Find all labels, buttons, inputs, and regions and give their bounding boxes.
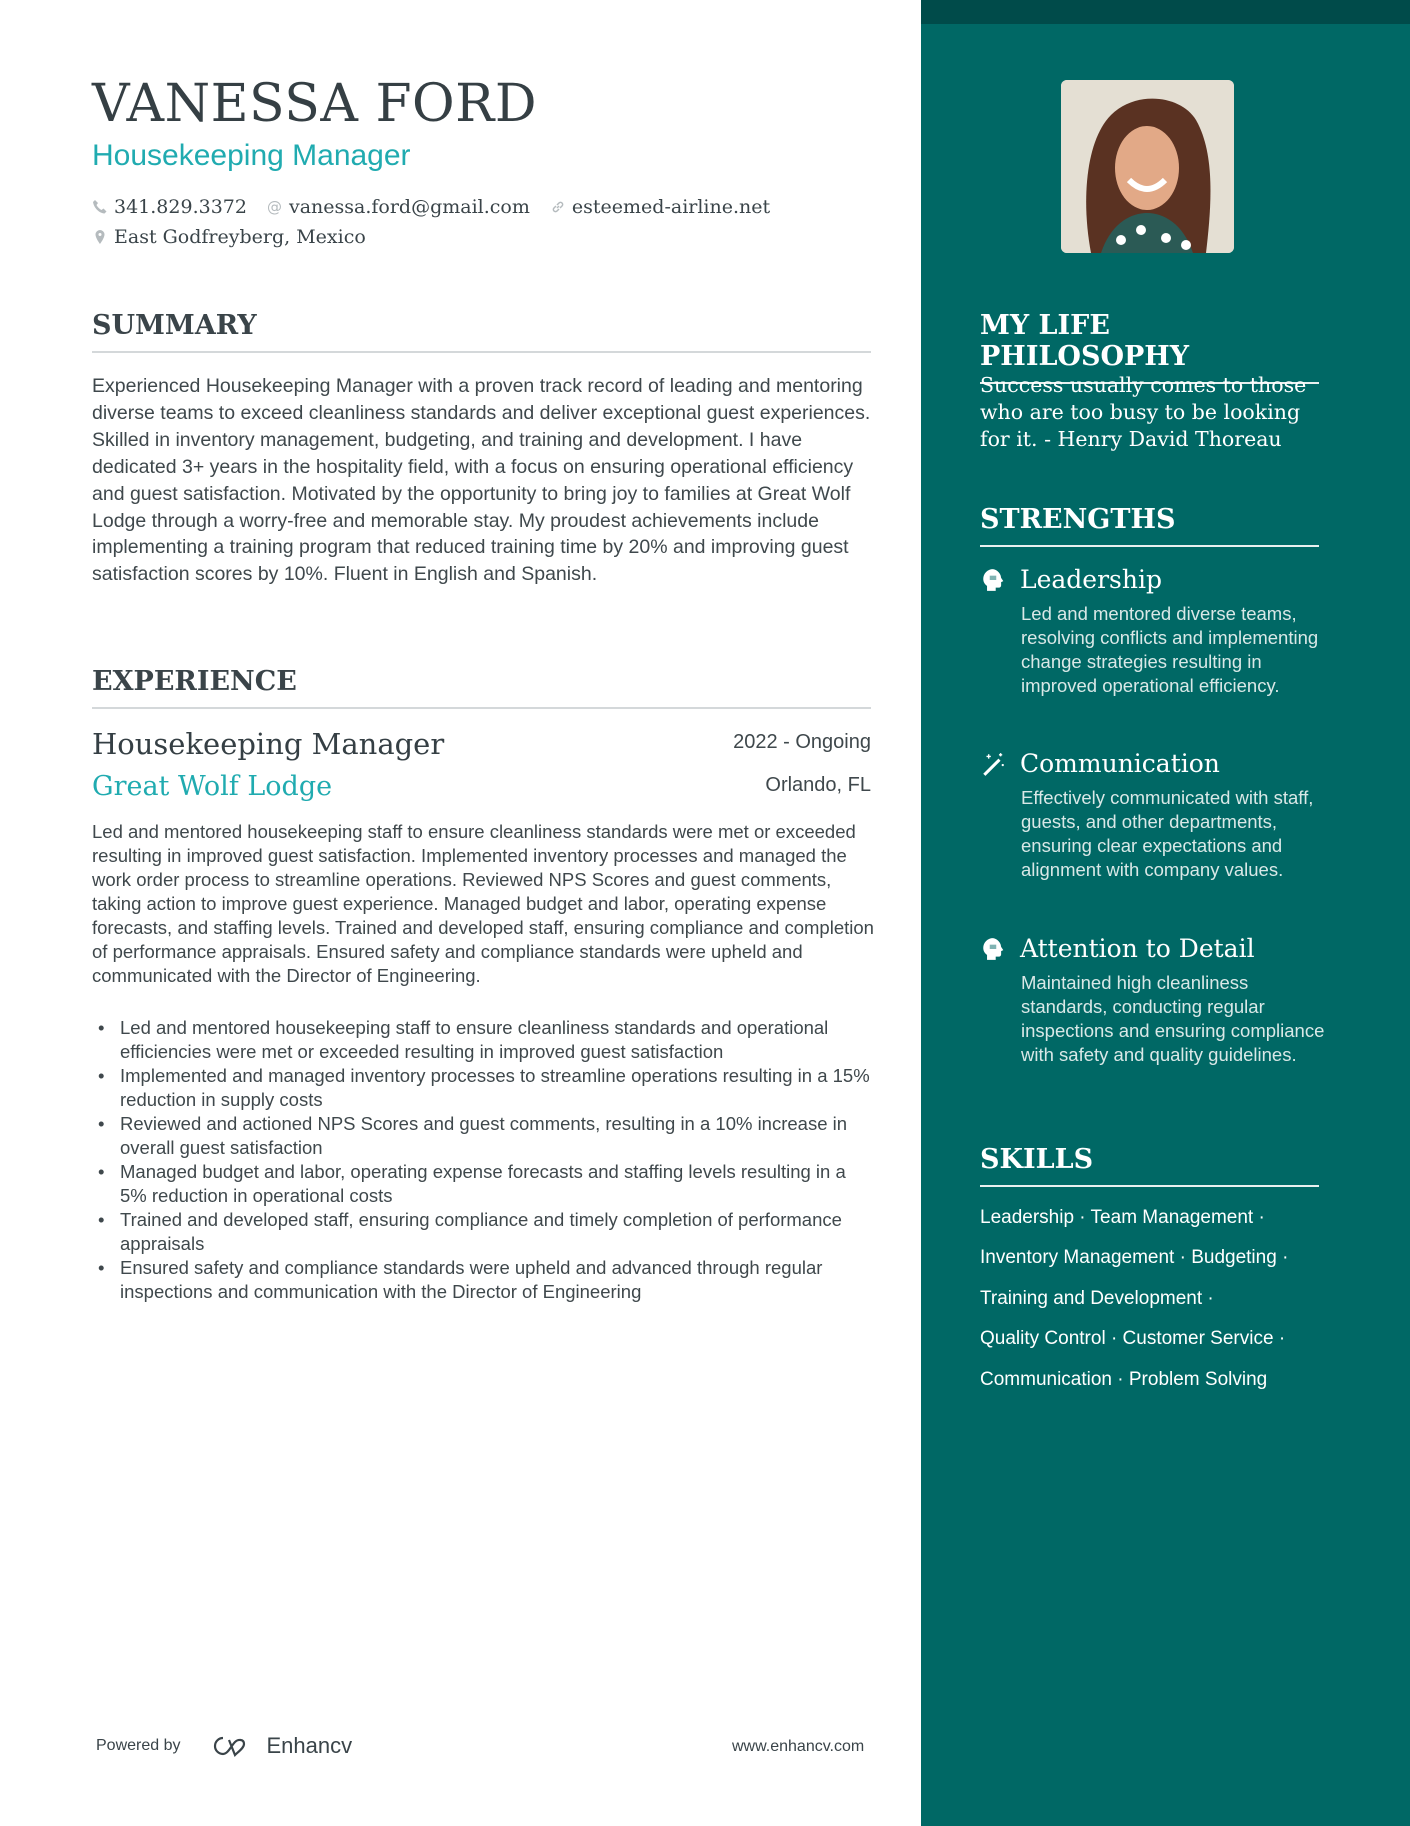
summary-text: Experienced Housekeeping Manager with a proven track record of leading and mentoring diverse teams to exceed cleanliness standards and deliver exceptional guest experiences. Skilled in inventory management, budgeting, and training and development. I have dedicated 3+ years in the hospitality field, with a focus on ensuring operational efficiency and guest satisfaction. Motivated by the opportunity to bring joy to families at Great Wolf Lodge through a worry-free and memorable stay. My proudest achievements include implementing a training program that reduced training time by 20% and improving guest satisfaction scores by 10%. Fluent in English and Spanish. <box>92 375 871 586</box>
svg-text:@: @ <box>266 199 282 215</box>
location-pin-icon <box>92 229 108 245</box>
summary-heading: SUMMARY <box>92 310 871 353</box>
strength-text: Effectively communicated with staff, guests, and other departments, ensuring clear expectations and alignment with company values. <box>1021 787 1314 880</box>
contact-info <box>92 192 770 252</box>
email-text[interactable]: vanessa.ford@gmail.com <box>288 196 530 218</box>
phone-text: 341.829.3372 <box>114 196 247 218</box>
magic-wand-icon <box>980 751 1006 777</box>
experience-heading: EXPERIENCE <box>92 666 871 709</box>
candidate-title: Housekeeping Manager <box>92 139 411 172</box>
strength-item <box>980 749 1325 882</box>
profile-photo <box>1061 80 1234 253</box>
phone-icon <box>92 199 108 215</box>
list-item: • Implemented and managed inventory processes to streamline operations resulting in a 15% reduction in supply costs <box>92 1064 877 1112</box>
enhancv-logo[interactable] <box>209 1733 353 1759</box>
website[interactable] <box>550 196 770 218</box>
website-text[interactable]: esteemed-airline.net <box>571 196 771 218</box>
skills-line: Training and Development · <box>980 1287 1214 1309</box>
list-item: • Led and mentored housekeeping staff to ensure cleanliness standards and operational efficiencies were met or exceeded resulting in improved guest satisfaction <box>92 1016 877 1064</box>
skills-line: Leadership · Team Management · <box>980 1207 1265 1228</box>
skills-line: Communication · Problem Solving <box>980 1368 1268 1390</box>
job-bullets <box>92 1016 877 1304</box>
strength-title: Leadership <box>1020 565 1162 594</box>
at-icon <box>267 199 283 215</box>
strength-title: Attention to Detail <box>1020 934 1255 963</box>
location <box>92 226 366 248</box>
strength-text: Maintained high cleanliness standards, conducting regular inspections and ensuring compliance with safety and quality guidelines. <box>1021 972 1325 1065</box>
strength-item <box>980 934 1325 1067</box>
strengths-heading: STRENGTHS <box>980 504 1319 547</box>
powered-by-text: Powered by <box>96 1737 181 1754</box>
strength-text: Led and mentored diverse teams, resolving conflicts and implementing change strategies resulting in improved operational efficiency. <box>1021 603 1319 696</box>
list-item: • Managed budget and labor, operating expense forecasts and staffing levels resulting in a 5% reduction in operational costs <box>92 1160 877 1208</box>
skills-line: Inventory Management · Budgeting · <box>980 1247 1289 1269</box>
email[interactable] <box>267 196 530 218</box>
list-item: • Ensured safety and compliance standards were upheld and advanced through regular inspections and communication with the Director of Engineering <box>92 1256 877 1304</box>
location-text: East Godfreyberg, Mexico <box>114 226 366 248</box>
list-item: • Reviewed and actioned NPS Scores and guest comments, resulting in a 10% increase in overall guest satisfaction <box>92 1112 877 1160</box>
portrait-image <box>1061 80 1234 253</box>
job-title: Housekeeping Manager <box>92 727 445 761</box>
skills-list <box>980 1203 1325 1405</box>
sidebar <box>921 0 1410 1826</box>
head-brain-icon <box>980 936 1006 962</box>
strength-item <box>980 565 1325 698</box>
enhancv-logo-icon <box>209 1734 255 1758</box>
enhancv-brand-text: Enhancv <box>266 1733 353 1758</box>
job-dates: 2022 - Ongoing <box>733 731 871 753</box>
skills-heading: SKILLS <box>980 1144 1319 1187</box>
head-brain-icon <box>980 567 1006 593</box>
sidebar-top-band <box>921 0 1410 24</box>
company-name: Great Wolf Lodge <box>92 771 333 802</box>
philosophy-quote: Success usually comes to those who are too busy to be looking for it. - Henry David Thoreau <box>980 373 1307 451</box>
phone <box>92 196 247 218</box>
footer-powered <box>96 1733 352 1759</box>
candidate-name: VANESSA FORD <box>92 74 538 134</box>
link-icon <box>550 199 566 215</box>
job-location: Orlando, FL <box>765 774 871 796</box>
strength-title: Communication <box>1020 749 1220 778</box>
job-description: Led and mentored housekeeping staff to ensure cleanliness standards were met or exceeded resulting in improved guest satisfaction. Implemented inventory processes and managed the work order process to streamline operations. Reviewed NPS Scores and guest comments, taking action to improve guest experience. Managed budget and labor, operating expense forecasts, and staffing levels. Trained and developed staff, ensuring compliance and completion of performance appraisals. Ensured safety and compliance standards were upheld and communicated with the Director of Engineering. <box>92 821 874 986</box>
footer-url[interactable]: www.enhancv.com <box>732 1738 865 1755</box>
list-item: • Trained and developed staff, ensuring compliance and timely completion of performance appraisals <box>92 1208 877 1256</box>
philosophy-heading: MY LIFE PHILOSOPHY <box>980 310 1319 384</box>
skills-line: Quality Control · Customer Service · <box>980 1328 1286 1350</box>
